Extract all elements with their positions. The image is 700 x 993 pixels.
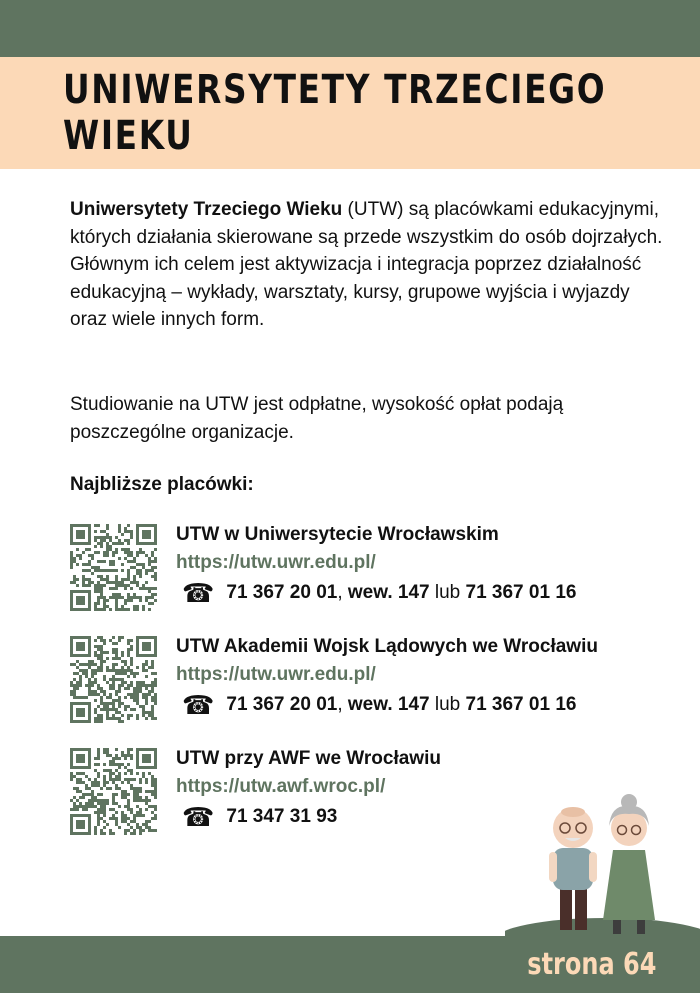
- elderly-couple-illustration: [505, 790, 700, 940]
- institution-entry: [70, 636, 670, 726]
- phone-separator: ,: [337, 582, 348, 603]
- institution-url[interactable]: https://utw.uwr.edu.pl/: [176, 664, 376, 685]
- phone-icon: ☎: [182, 690, 215, 720]
- institution-phone: [182, 580, 576, 606]
- page-number-label: strona 64: [526, 946, 656, 982]
- institution-entry: [70, 524, 670, 614]
- qr-code-icon[interactable]: [70, 636, 157, 723]
- phone-number-alt[interactable]: 71 367 01 16: [465, 694, 577, 715]
- institution-url[interactable]: https://utw.awf.wroc.pl/: [176, 776, 386, 797]
- fees-paragraph: Studiowanie na UTW jest odpłatne, wysokość opłat podają poszczególne organizacje.: [70, 394, 564, 443]
- top-bar: [0, 0, 700, 57]
- phone-number-alt[interactable]: 71 367 01 16: [465, 582, 577, 603]
- nearest-heading: Najbliższe placówki:: [70, 474, 254, 495]
- phone-icon: ☎: [182, 578, 215, 608]
- intro-bold-lead: Uniwersytety Trzeciego Wieku: [70, 199, 343, 220]
- institution-name: UTW przy AWF we Wrocławiu: [176, 748, 441, 769]
- institution-phone: [182, 804, 337, 830]
- phone-extension: wew. 147: [347, 694, 430, 715]
- institution-phone: [182, 692, 576, 718]
- intro-paragraph: [70, 196, 670, 334]
- phone-number[interactable]: 71 367 20 01: [226, 582, 338, 603]
- institution-name: UTW w Uniwersytecie Wrocławskim: [176, 524, 499, 545]
- phone-number[interactable]: 71 367 20 01: [226, 694, 338, 715]
- institution-url[interactable]: https://utw.uwr.edu.pl/: [176, 552, 376, 573]
- phone-number[interactable]: 71 347 31 93: [226, 806, 338, 827]
- intro-text: (UTW) są placówkami edukacyjnymi, których działania skierowane są przede wszystkim do osób dojrzałych. Głównym ich celem jest aktywizacja i integracja poprzez działalność edukacyjną – wykłady, warsztaty, kursy, grupowe wyjścia i wyjazdy oraz wiele innych form.: [70, 199, 663, 330]
- page-title: UNIWERSYTETY TRZECIEGO WIEKU: [63, 67, 607, 159]
- phone-extension: wew. 147: [347, 582, 430, 603]
- phone-icon: ☎: [182, 802, 215, 832]
- institution-name: UTW Akademii Wojsk Lądowych we Wrocławiu: [176, 636, 598, 657]
- qr-code-icon[interactable]: [70, 748, 157, 835]
- phone-separator: lub: [429, 694, 466, 715]
- phone-separator: ,: [337, 694, 348, 715]
- qr-code-icon[interactable]: [70, 524, 157, 611]
- phone-separator: lub: [429, 582, 466, 603]
